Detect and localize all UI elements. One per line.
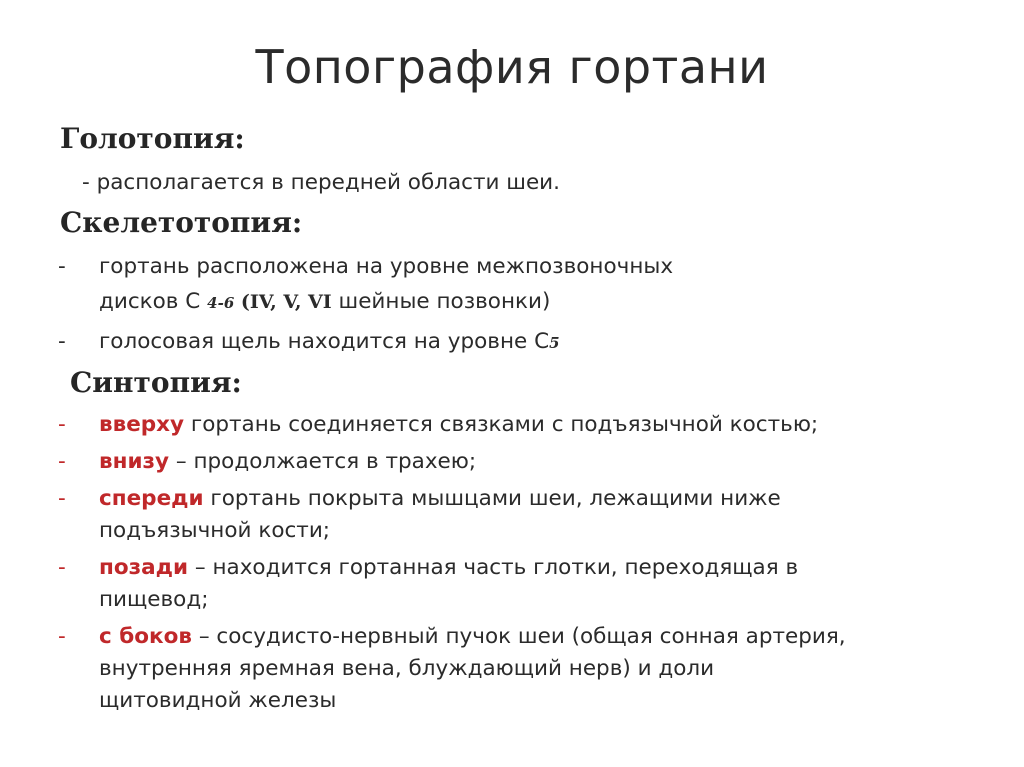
discs-subscript: 4-6 [207, 294, 235, 312]
bullet-dash: - [58, 254, 66, 279]
syntopia-item-above [99, 408, 818, 441]
keyword-sides: с боков [99, 624, 192, 649]
vertebrae-suffix: шейные позвонки) [331, 289, 551, 314]
glottis-text: голосовая щель находится на уровне С [99, 329, 550, 354]
keyword-behind: позади [99, 555, 189, 580]
syntopia-text: – продолжается в трахею; [169, 449, 477, 474]
bullet-dash: - [58, 449, 66, 474]
keyword-front: спереди [99, 486, 204, 511]
golotopia-text: - располагается в передней области шеи. [82, 170, 560, 195]
keyword-above: вверху [99, 412, 185, 437]
syntopia-text: гортань соединяется связками с подъязычной костью; [184, 412, 819, 437]
syntopia-item-sides [99, 620, 846, 653]
syntopia-item-behind [99, 551, 798, 584]
glottis-subscript: 5 [549, 334, 560, 352]
syntopia-text-continued: внутренняя яремная вена, блуждающий нерв) и доли [99, 656, 715, 681]
bullet-dash: - [58, 329, 66, 354]
syntopia-text-continued: подъязычной кости; [99, 518, 331, 543]
syntopia-text-continued: пищевод; [99, 587, 209, 612]
bullet-dash: - [58, 624, 66, 649]
syntopia-text: – сосудисто-нервный пучок шеи (общая сонная артерия, [191, 624, 846, 649]
golotopia-heading: Голотопия: [60, 122, 245, 155]
syntopia-text: гортань покрыта мышцами шеи, лежащими ниже [203, 486, 781, 511]
syntopia-item-front [99, 482, 781, 515]
bullet-dash: - [58, 412, 66, 437]
syntopia-text: – находится гортанная часть глотки, переходящая в [188, 555, 799, 580]
slide-title: Топография гортани [255, 40, 769, 94]
skeletotopia-item-2 [99, 325, 560, 360]
skeletotopia-item-1-line-2 [99, 285, 550, 320]
syntopia-item-below [99, 445, 476, 478]
syntopia-heading: Синтопия: [70, 366, 242, 399]
skeletotopia-heading: Скелетотопия: [60, 206, 303, 239]
discs-prefix: дисков С [99, 289, 208, 314]
bullet-dash: - [58, 486, 66, 511]
syntopia-text-continued: щитовидной железы [99, 688, 337, 713]
skeletotopia-item-1-line-1: гортань расположена на уровне межпозвоночных [99, 254, 674, 279]
keyword-below: внизу [99, 449, 170, 474]
bullet-dash: - [58, 555, 66, 580]
vertebrae-roman: (IV, V, VI [234, 291, 332, 313]
